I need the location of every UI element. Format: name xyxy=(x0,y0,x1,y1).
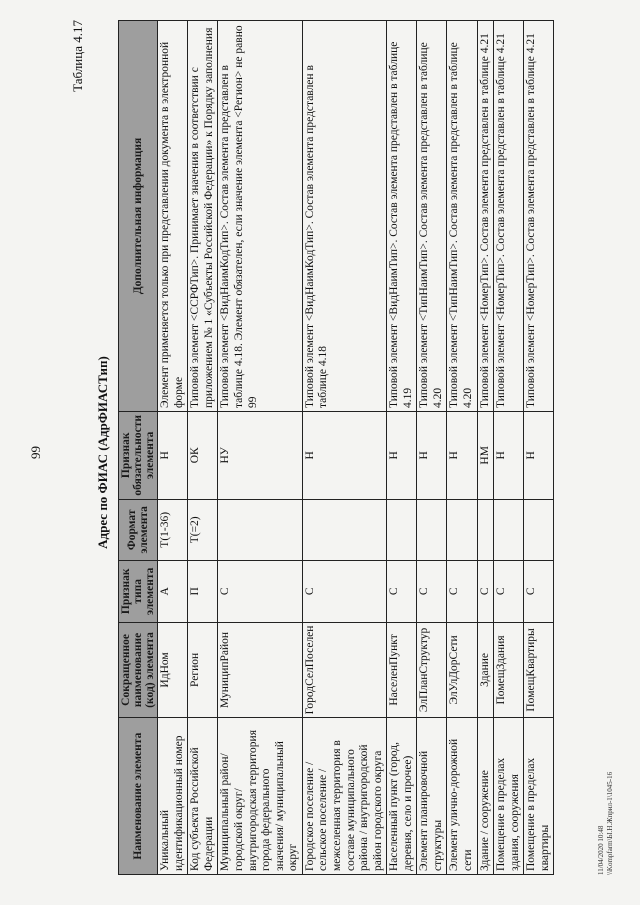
table-row xyxy=(524,21,554,875)
cell-type: С xyxy=(447,561,477,623)
cell-code: НаселенПункт xyxy=(387,622,417,718)
cell-code: ЭлУлДорСети xyxy=(447,622,477,718)
cell-type: С xyxy=(302,561,386,623)
cell-type: А xyxy=(158,561,188,623)
cell-required: Н xyxy=(158,412,188,500)
cell-required: НМ xyxy=(477,412,494,500)
cell-format xyxy=(447,499,477,561)
cell-type: С xyxy=(417,561,447,623)
cell-info: Типовой элемент <ВидНаимКодТип>. Состав элемента представлен в таблице 4.18. Элемент обязателен, если значение элемента <Регион> не равно 99 xyxy=(218,21,302,412)
cell-name: Здание / сооружение xyxy=(477,718,494,875)
cell-required: Н xyxy=(524,412,554,500)
cell-code: ИдНом xyxy=(158,622,188,718)
cell-info: Типовой элемент <ТипНаимТип>. Состав элемента представлен в таблице 4.20 xyxy=(417,21,447,412)
table-row xyxy=(417,21,447,875)
cell-name: Населенный пункт (город, деревня, село и прочее) xyxy=(387,718,417,875)
cell-code: Здание xyxy=(477,622,494,718)
cell-format: T(1-36) xyxy=(158,499,188,561)
cell-type: С xyxy=(218,561,302,623)
cell-type: С xyxy=(387,561,417,623)
cell-required: Н xyxy=(447,412,477,500)
cell-code: ПомещКвартиры xyxy=(524,622,554,718)
cell-required: Н xyxy=(494,412,524,500)
cell-info: Типовой элемент <ВидНаимКодТип>. Состав элемента представлен в таблице 4.18 xyxy=(302,21,386,412)
cell-name: Помещение в пределах здания, сооружения xyxy=(494,718,524,875)
cell-required: НУ xyxy=(218,412,302,500)
cell-code: ЭлПланСтруктур xyxy=(417,622,447,718)
header-required-sign: Признак обязательности элемента xyxy=(119,412,158,500)
cell-type: С xyxy=(494,561,524,623)
table-row xyxy=(188,21,218,875)
cell-info: Типовой элемент <НомерТип>. Состав элемента представлен в таблице 4.21 xyxy=(494,21,524,412)
cell-type: С xyxy=(524,561,554,623)
table-row xyxy=(447,21,477,875)
header-type-sign: Признак типа элемента xyxy=(119,561,158,623)
cell-format xyxy=(477,499,494,561)
footer-timestamp: 11/04/2020 10:48 xyxy=(597,825,605,875)
cell-format xyxy=(524,499,554,561)
page-number: 99 xyxy=(28,446,43,459)
table-header-row xyxy=(119,21,158,875)
cell-code: ГородСелПоселен xyxy=(302,622,386,718)
header-element-name: Наименование элемента xyxy=(119,718,158,875)
cell-format: T(=2) xyxy=(188,499,218,561)
cell-name: Помещение в пределах квартиры xyxy=(524,718,554,875)
cell-code: ПомещЗдания xyxy=(494,622,524,718)
table-row xyxy=(158,21,188,875)
table-row xyxy=(218,21,302,875)
cell-required: Н xyxy=(417,412,447,500)
table-row xyxy=(494,21,524,875)
cell-code: МуниципРайон xyxy=(218,622,302,718)
table-title: Адрес по ФИАС (АдрФИАСТип) xyxy=(95,356,110,549)
fias-address-table xyxy=(118,20,554,875)
header-additional-info: Дополнительная информация xyxy=(119,21,158,412)
cell-required: Н xyxy=(302,412,386,500)
cell-name: Городское поселение / сельское поселение / межселенная территория в составе муниципального района / внутригородской район городского округа xyxy=(302,718,386,875)
cell-info: Типовой элемент <ТипНаимТип>. Состав элемента представлен в таблице 4.20 xyxy=(447,21,477,412)
cell-name: Элемент планировочной структуры xyxy=(417,718,447,875)
cell-info: Типовой элемент <ВидНаимТип>. Состав элемента представлен в таблице 4.19 xyxy=(387,21,417,412)
cell-format xyxy=(494,499,524,561)
header-short-code: Сокращенное наименование (код) элемента xyxy=(119,622,158,718)
cell-format xyxy=(387,499,417,561)
cell-name: Муниципальный район/ городской округ/ внутригородская территория города федерального значения/ муниципальный округ xyxy=(218,718,302,875)
cell-name: Код субъекта Российской Федерации xyxy=(188,718,218,875)
cell-required: ОК xyxy=(188,412,218,500)
cell-info: Типовой элемент <НомерТип>. Состав элемента представлен в таблице 4.21 xyxy=(524,21,554,412)
cell-format xyxy=(302,499,386,561)
cell-name: Уникальный идентификационный номер xyxy=(158,718,188,875)
cell-code: Регион xyxy=(188,622,218,718)
cell-info: Элемент применяется только при представлении документа в электронной форме xyxy=(158,21,188,412)
cell-type: С xyxy=(477,561,494,623)
cell-required: Н xyxy=(387,412,417,500)
table-number: Таблица 4.17 xyxy=(70,20,85,92)
header-format: Формат элемента xyxy=(119,499,158,561)
cell-info: Типовой элемент <НомерТип>. Состав элемента представлен в таблице 4.21 xyxy=(477,21,494,412)
table-row xyxy=(477,21,494,875)
table-row xyxy=(302,21,386,875)
cell-format xyxy=(218,499,302,561)
footer-file-path: \\Kompfarm\Ы.Н.Жприл-1\1045-16 xyxy=(605,771,614,875)
cell-name: Элемент улично-дорожной сети xyxy=(447,718,477,875)
cell-info: Типовой элемент <ССРФТип>. Принимает значения в соответствии с приложением № 1 «Субъекты Российской Федерации» к Порядку заполнения xyxy=(188,21,218,412)
cell-format xyxy=(417,499,447,561)
document-footer xyxy=(597,772,615,875)
table-row xyxy=(387,21,417,875)
cell-type: П xyxy=(188,561,218,623)
